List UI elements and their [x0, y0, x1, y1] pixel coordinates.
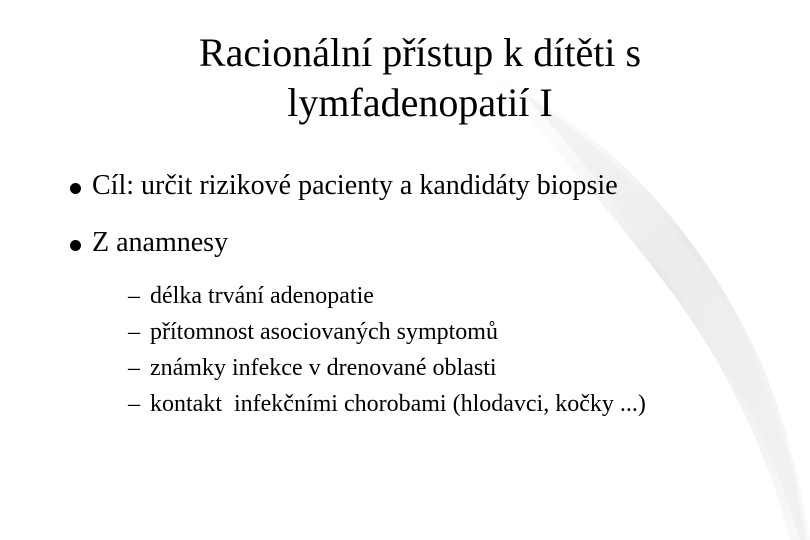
sub-bullet-item — [128, 350, 646, 386]
slide-title — [100, 28, 740, 128]
sub-bullet-dash: – — [128, 391, 140, 417]
sub-bullet-text: přítomnost asociovaných symptomů — [150, 319, 498, 345]
sub-bullet-item — [128, 386, 646, 422]
bullet-dot-icon — [70, 240, 81, 251]
sub-bullet-text: kontakt infekčními chorobami (hlodavci, kočky ...) — [150, 391, 646, 417]
title-line-1: Racionální přístup k dítěti s — [198, 30, 642, 75]
bullet-text: Cíl: určit rizikové pacienty a kandidáty biopsie — [92, 170, 618, 201]
title-line-2: lymfadenopatií I — [287, 80, 553, 125]
sub-bullet-dash: – — [128, 355, 140, 381]
bullet-dot-icon — [70, 183, 81, 194]
sub-bullet-text: délka trvání adenopatie — [150, 283, 374, 309]
sub-bullet-dash: – — [128, 319, 140, 345]
sub-bullet-item — [128, 278, 646, 314]
bullet-item — [68, 168, 788, 204]
bullet-text: Z anamnesy — [92, 227, 229, 258]
sub-bullet-item — [128, 314, 646, 350]
bullet-item — [68, 225, 788, 261]
sub-bullet-dash: – — [128, 283, 140, 309]
sub-bullet-text: známky infekce v drenované oblasti — [150, 355, 497, 381]
sub-bullet-list — [128, 278, 646, 422]
bullet-list — [68, 168, 788, 282]
